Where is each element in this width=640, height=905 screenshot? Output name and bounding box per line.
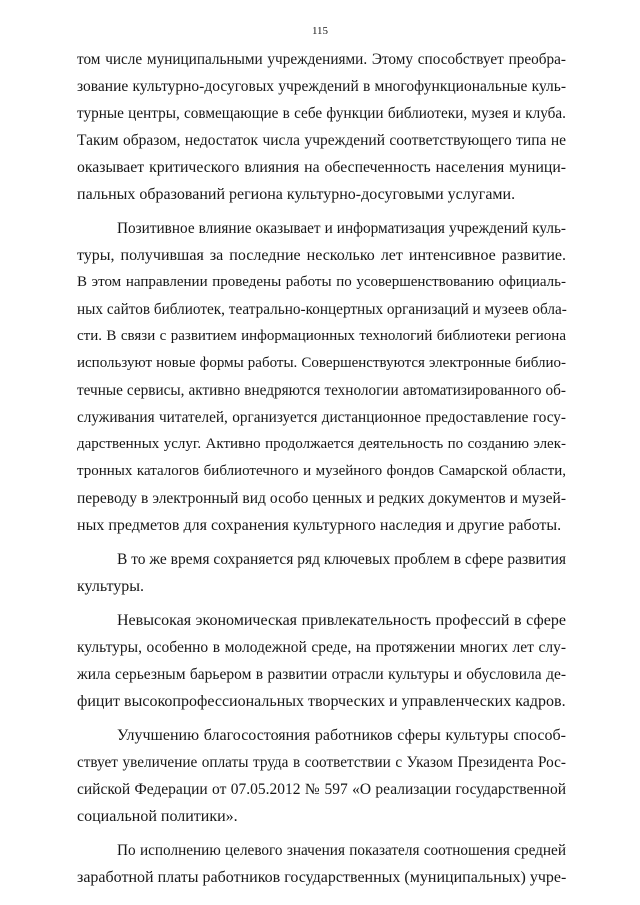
- text-line: жила серьезным барьером в развитии отрасли культуры и обусловила де-: [77, 666, 566, 683]
- text-line: сти. В связи с развитием информационных технологий библиотеки региона: [77, 328, 566, 344]
- text-line: ствует увеличение оплаты труда в соответствии с Указом Президента Рос-: [77, 754, 566, 771]
- text-line: заработной платы работников государственных (муниципальных) учре-: [77, 869, 567, 886]
- paragraph-1: [77, 46, 566, 208]
- paragraph-5: [77, 722, 566, 830]
- text-line: По исполнению целевого значения показателя соотношения средней: [117, 842, 566, 859]
- document-body: [77, 46, 566, 898]
- text-line: течные сервисы, активно внедряются технологии автоматизированного об-: [77, 382, 566, 399]
- text-line: В то же время сохраняется ряд ключевых проблем в сфере развития: [117, 551, 566, 568]
- text-line: Улучшению благосостояния работников сферы культуры способ-: [117, 727, 566, 744]
- paragraph-2: [77, 215, 566, 539]
- text-line: дарственных услуг. Активно продолжается деятельность по созданию элек-: [77, 436, 566, 452]
- text-line: служивания читателей, организуется дистанционное предоставление госу-: [77, 409, 566, 426]
- text-line: тронных каталогов библиотечного и музейного фондов Самарской области,: [77, 463, 566, 479]
- paragraph-6: [77, 837, 566, 891]
- page-number: 115: [311, 25, 329, 37]
- text-line: используют новые формы работы. Совершенствуются электронные библио-: [77, 355, 566, 371]
- text-line: переводу в электронный вид особо ценных и редких документов и музей-: [77, 490, 566, 507]
- text-line: зование культурно-досуговых учреждений в многофункциональные куль-: [77, 78, 566, 95]
- text-line: сийской Федерации от 07.05.2012 № 597 «О реализации государственной: [77, 781, 566, 798]
- text-line: Невысокая экономическая привлекательность профессий в сфере: [117, 612, 566, 629]
- text-line: Позитивное влияние оказывает и информатизация учреждений куль-: [117, 220, 566, 237]
- text-line: социальной политики».: [77, 808, 238, 825]
- text-line: фицит высокопрофессиональных творческих и управленческих кадров.: [77, 693, 566, 710]
- text-line: турные центры, совмещающие в себе функции библиотеки, музея и клуба.: [77, 105, 566, 122]
- text-line: туры, получившая за последние несколько лет интенсивное развитие.: [77, 247, 566, 264]
- paragraph-4: [77, 607, 566, 715]
- text-line: пальных образований региона культурно-досуговыми услугами.: [77, 186, 516, 203]
- text-line: Таким образом, недостаток числа учреждений соответствующего типа не: [77, 132, 566, 149]
- text-line: том числе муниципальными учреждениями. Этому способствует преобра-: [77, 51, 566, 68]
- text-line: культуры, особенно в молодежной среде, на протяжении многих лет слу-: [77, 639, 566, 656]
- text-line: культуры.: [77, 578, 145, 595]
- text-line: оказывает критического влияния на обеспеченность населения муници-: [77, 159, 566, 176]
- paragraph-3: [77, 546, 566, 600]
- text-line: ных предметов для сохранения культурного наследия и другие работы.: [77, 517, 562, 534]
- text-line: В этом направлении проведены работы по усовершенствованию официаль-: [77, 274, 566, 290]
- text-line: ных сайтов библиотек, театрально-концертных организаций и музеев обла-: [77, 301, 567, 318]
